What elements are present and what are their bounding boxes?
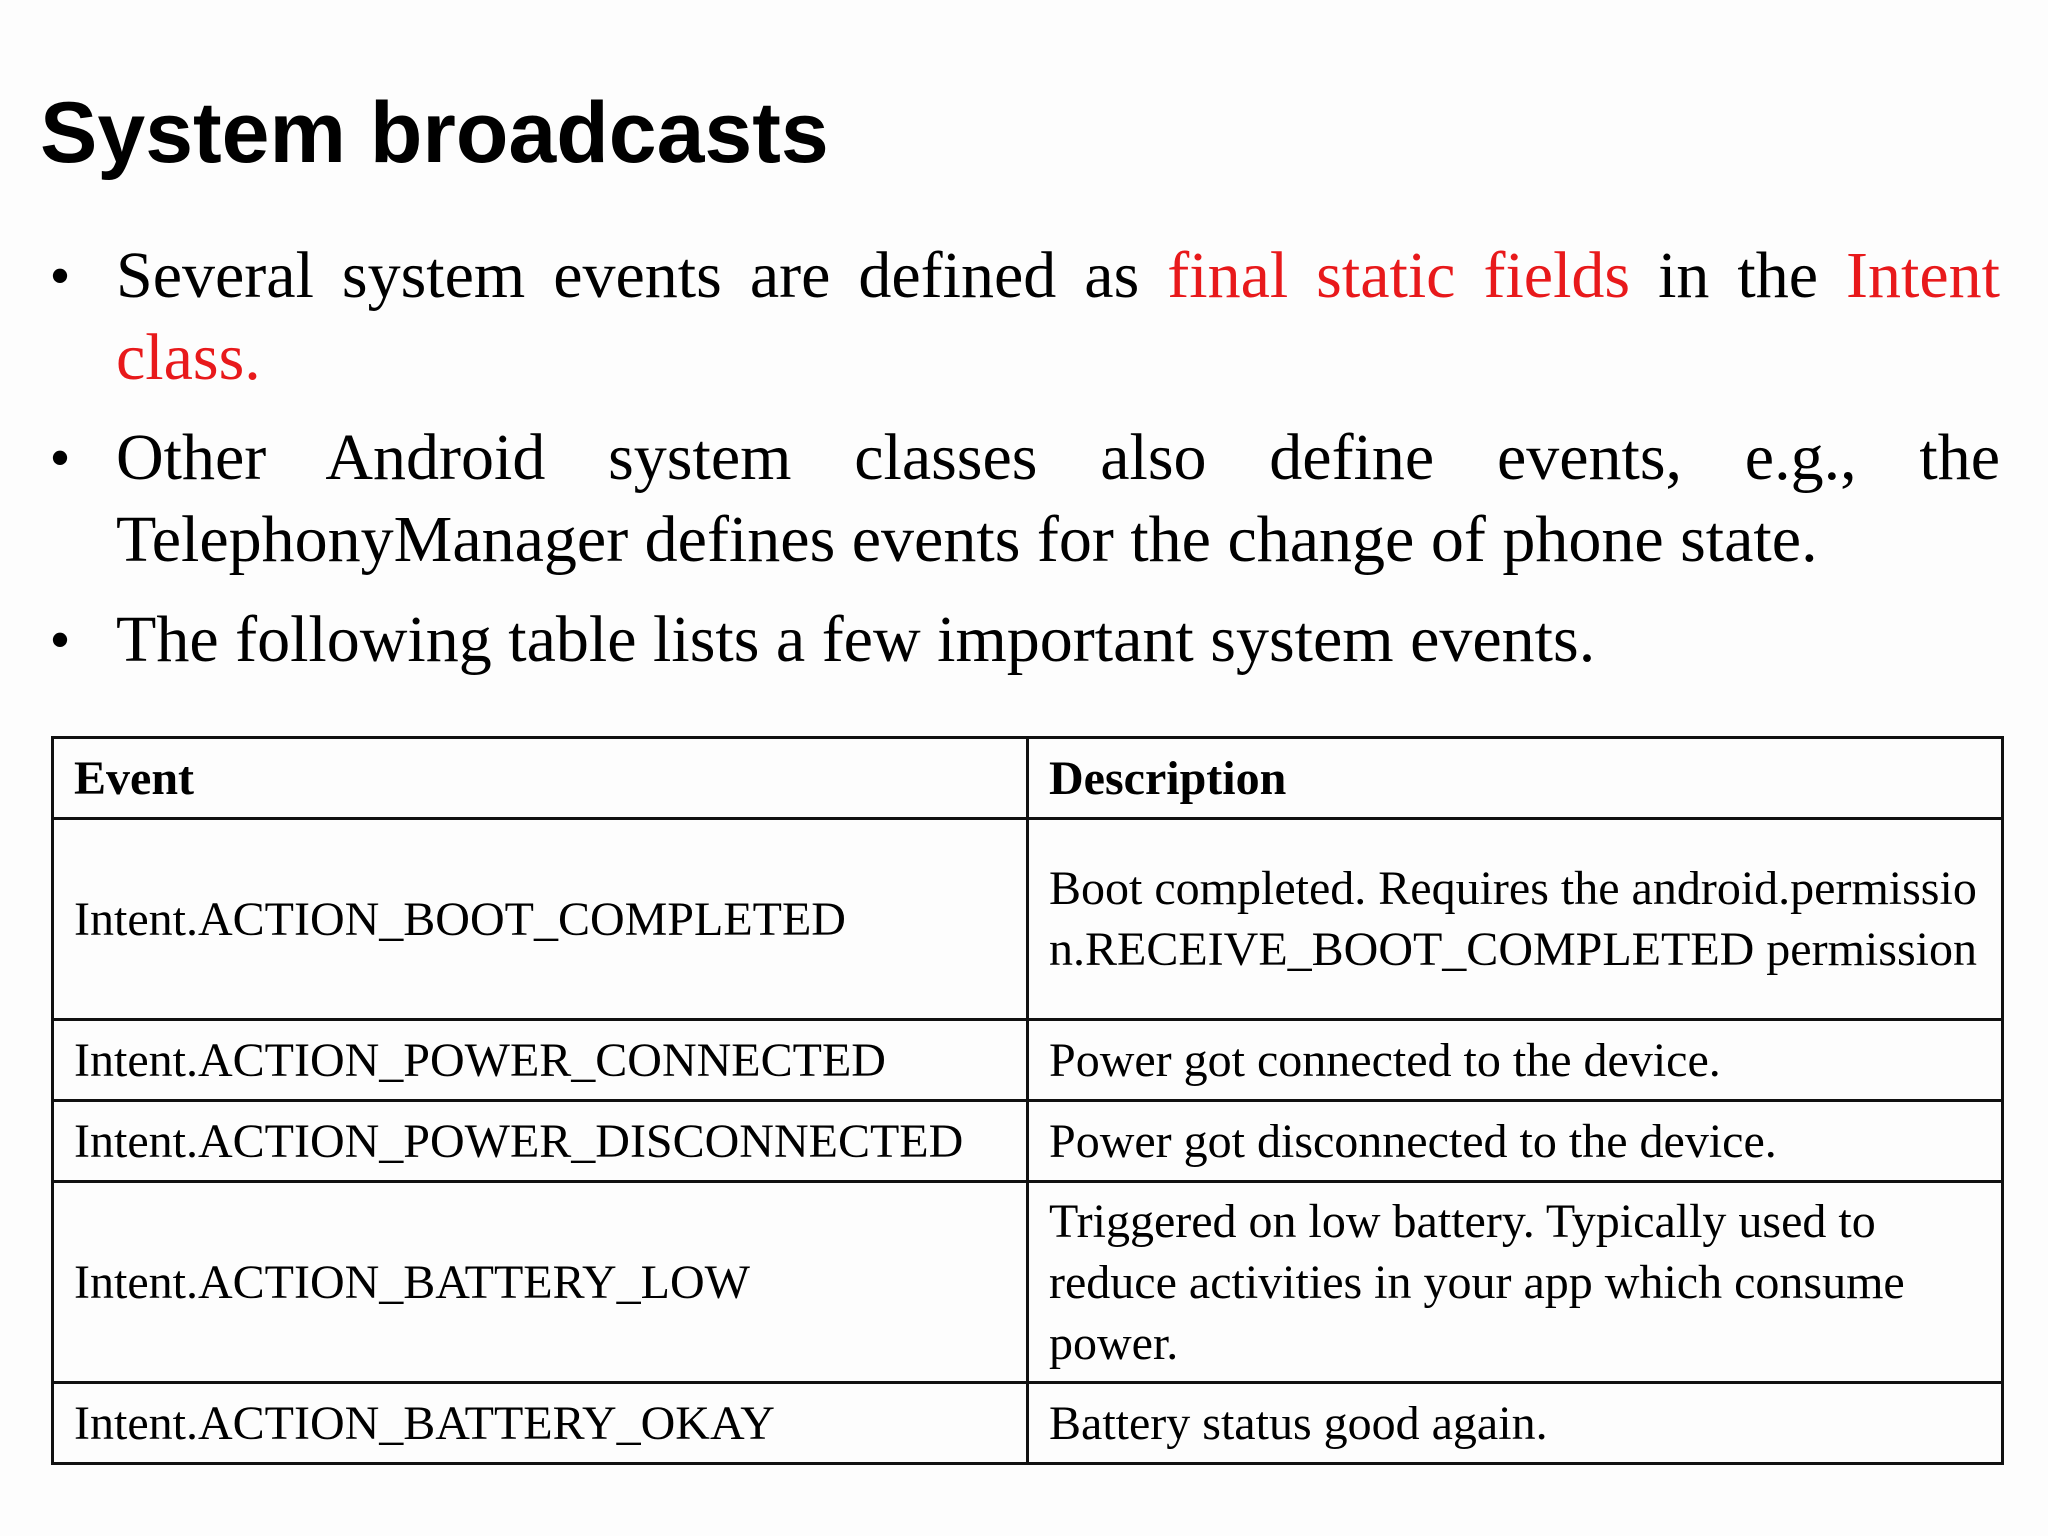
event-cell: Intent.ACTION_BATTERY_LOW [53,1182,1028,1383]
highlighted-text: Intent class. [116,239,2000,394]
table-row [53,1020,2003,1101]
event-cell: Intent.ACTION_BATTERY_OKAY [53,1383,1028,1464]
bullet-text: Other Android system classes also define events, e.g., the TelephonyManager defines events for the change of phone state. [116,421,2000,576]
description-cell: Power got connected to the device. [1028,1020,2003,1101]
bullet-text [116,239,2000,394]
bullet-item [40,235,2000,399]
table-row [53,1182,2003,1383]
bullet-item [40,417,2000,581]
page-title: System broadcasts [40,85,829,181]
bullet-item [40,599,2000,681]
table-row [53,1101,2003,1182]
bullet-glyph: • [49,243,71,309]
description-cell: Boot completed. Requires the android.permission.RECEIVE_BOOT_COMPLETED permission [1028,819,2003,1020]
bullet-list [40,235,2000,699]
description-cell: Power got disconnected to the device. [1028,1101,2003,1182]
system-events-table [51,736,2004,1465]
bullet-text-part: Several system events are defined as [116,239,1168,312]
event-cell: Intent.ACTION_POWER_DISCONNECTED [53,1101,1028,1182]
bullet-text: The following table lists a few important system events. [116,603,1596,676]
description-cell: Triggered on low battery. Typically used to reduce activities in your app which consume power. [1028,1182,2003,1383]
highlighted-text: final static fields [1167,239,1631,312]
table-row [53,819,2003,1020]
bullet-glyph: • [49,425,71,491]
table-header-row [53,738,2003,819]
table-row [53,1383,2003,1464]
column-header-description: Description [1028,738,2003,819]
bullet-glyph: • [49,607,71,673]
event-cell: Intent.ACTION_BOOT_COMPLETED [53,819,1028,1020]
column-header-event: Event [53,738,1028,819]
bullet-text-part: in the [1630,239,1847,312]
event-cell: Intent.ACTION_POWER_CONNECTED [53,1020,1028,1101]
description-cell: Battery status good again. [1028,1383,2003,1464]
